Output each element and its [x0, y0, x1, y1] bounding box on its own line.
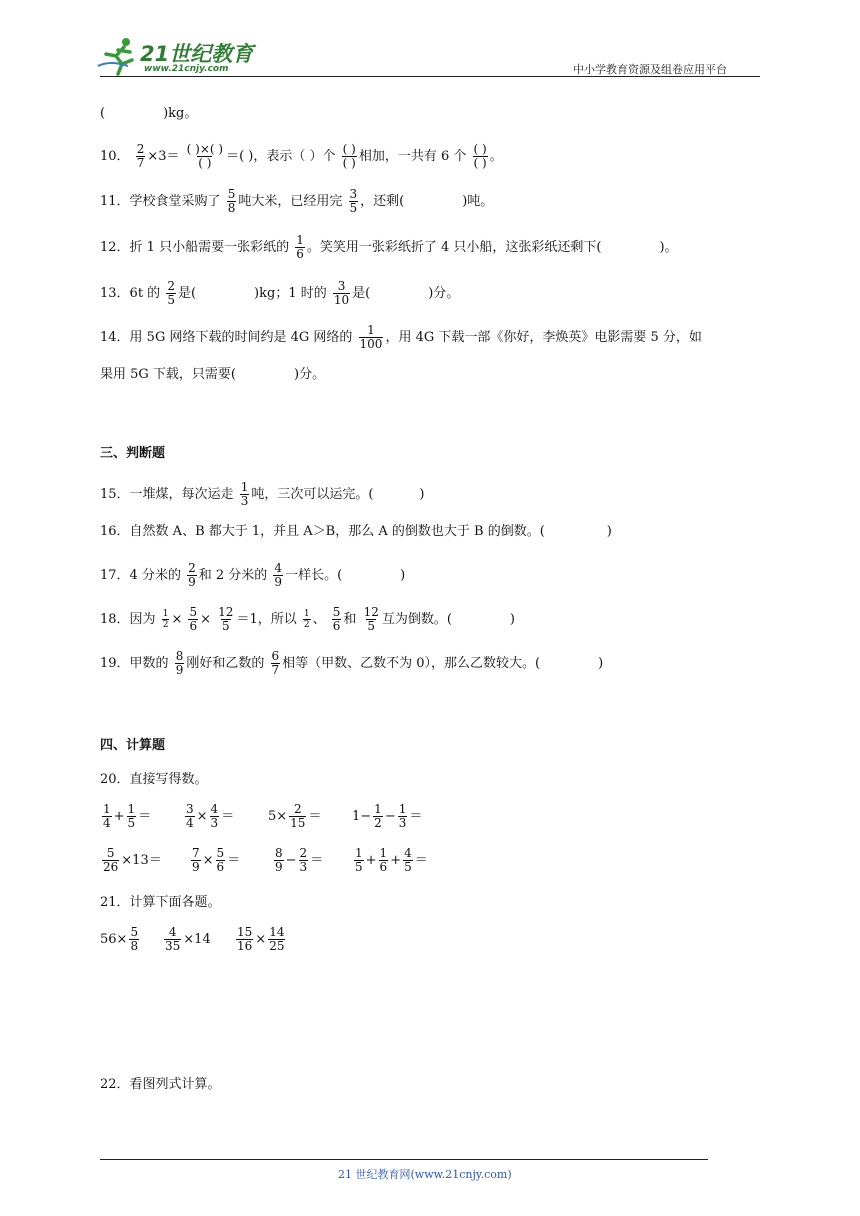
fraction: $\frac{5}{6}$ [189, 605, 198, 633]
question-19: 19．甲数的 $\frac{8}{9}$ 刚好和乙数的 $\frac{6}{7}$ 相等（甲数、乙数不为 0），那么乙数较大。( ) [100, 649, 604, 677]
fraction: $\frac{3}{5}$ [349, 187, 358, 215]
question-14: 14．用 5G 网络下载的时间约是 4G 网络的 $\frac{1}{100}$ ，用 4G 下载一部《你好，李焕英》电影需要 5 分，如 [100, 323, 702, 351]
question-22: 22．看图列式计算。 [100, 1077, 221, 1092]
question-20-title: 20．直接写得数。 [100, 772, 208, 787]
header-rule [100, 76, 760, 77]
question-17: 17．4 分米的 $\frac{2}{9}$ 和 2 分米的 $\frac{4}{9}$ 一样长。( ) [100, 561, 406, 589]
footer-text[interactable]: 21 世纪教育网(www.21cnjy.com) [338, 1168, 512, 1181]
logo-url: www.21cnjy.com [144, 64, 229, 74]
q20-row2-expr1: $\frac{5}{26}$ ×13＝ [103, 846, 162, 874]
q20-row2-expr2: $\frac{7}{9}$ × $\frac{5}{6}$ ＝ [192, 846, 241, 874]
q20-row2-expr3: $\frac{8}{9}$ − $\frac{2}{3}$ ＝ [275, 846, 324, 874]
q21-expr2: $\frac{4}{35}$ ×14 [165, 925, 211, 953]
q20-row1-expr3: 5× $\frac{2}{15}$ ＝ [268, 802, 322, 830]
fraction: $\frac{5}{8}$ [227, 187, 236, 215]
section-title-judgement: 三、判断题 [100, 446, 166, 461]
question-13: 13．6t 的 $\frac{2}{5}$ 是( )kg；1 时的 $\frac{3}{10}$ 是( )分。 [100, 279, 460, 307]
fraction: $\frac{1}{100}$ [359, 323, 383, 351]
fraction: $\frac{1}{6}$ [296, 233, 304, 261]
fraction: $\frac{1}{2}$ [162, 609, 169, 630]
runner-logo-icon [96, 36, 140, 76]
question-15: 15．一堆煤，每次运走 $\frac{1}{3}$ 吨，三次可以运完。( ) [100, 480, 425, 508]
fraction: $\frac{5}{6}$ [332, 605, 341, 633]
section-title-calculation: 四、计算题 [100, 738, 166, 753]
q20-row1-expr1: $\frac{1}{4}$ + $\frac{1}{5}$ ＝ [103, 802, 152, 830]
fraction: $\frac{( )}{( )}$ [342, 142, 356, 170]
fraction: $\frac{12}{5}$ [363, 605, 379, 633]
question-10: 10． $\frac{2}{7}$ ×3＝ $\frac{( )\times( )}{( )}$ ＝( )，表示（ ）个 $\frac{( )}{( )}$ 相加，一共有 6 个 $\frac{( )}{( )}$ 。 [100, 142, 503, 170]
q20-row1-expr2: $\frac{3}{4}$ × $\frac{4}{3}$ ＝ [186, 802, 235, 830]
logo [96, 36, 256, 80]
q21-expr1: 56× $\frac{5}{8}$ [100, 925, 139, 953]
q20-row2-expr4: $\frac{1}{5}$ + $\frac{1}{6}$ + $\frac{4}{5}$ ＝ [355, 846, 428, 874]
question-9-tail: ( )kg。 [100, 106, 198, 121]
q20-row1-expr4: 1− $\frac{1}{2}$ − $\frac{1}{3}$ ＝ [352, 802, 423, 830]
logo-text: 21世纪教育 [140, 42, 254, 66]
fraction: $\frac{6}{7}$ [271, 649, 280, 677]
fraction: $\frac{2}{7}$ [136, 142, 145, 170]
fraction: $\frac{( )}{( )}$ [473, 142, 487, 170]
question-21-title: 21．计算下面各题。 [100, 895, 221, 910]
fraction: $\frac{1}{2}$ [303, 609, 310, 630]
fraction: $\frac{4}{9}$ [274, 561, 283, 589]
header-right-text: 中小学教育资源及组卷应用平台 [573, 63, 727, 76]
question-16: 16．自然数 A、B 都大于 1，并且 A＞B，那么 A 的倒数也大于 B 的倒数。( ) [100, 524, 612, 539]
fraction: $\frac{1}{3}$ [240, 480, 249, 508]
fraction: $\frac{( )\times( )}{( )}$ [186, 142, 224, 170]
footer-rule [100, 1159, 708, 1160]
question-11: 11．学校食堂采购了 $\frac{5}{8}$ 吨大米，已经用完 $\frac{3}{5}$ ，还剩( )吨。 [100, 187, 494, 215]
question-12: 12．折 1 只小船需要一张彩纸的 $\frac{1}{6}$ 。笑笑用一张彩纸折了 4 只小船，这张彩纸还剩下( )。 [100, 233, 678, 261]
fraction: $\frac{2}{5}$ [167, 279, 175, 307]
question-14-line2: 果用 5G 下载，只需要( )分。 [100, 367, 326, 382]
q21-expr3: $\frac{15}{16}$ × $\frac{14}{25}$ [237, 925, 285, 953]
question-18: 18．因为 $\frac{1}{2}$ × $\frac{5}{6}$ × $\frac{12}{5}$ ＝1，所以 $\frac{1}{2}$ 、 $\frac{5}{6}$ 和 $\frac{12}{5}$ 互为倒数。( ) [100, 605, 515, 633]
fraction: $\frac{12}{5}$ [218, 605, 234, 633]
fraction: $\frac{3}{10}$ [333, 279, 350, 307]
fraction: $\frac{8}{9}$ [175, 649, 184, 677]
fraction: $\frac{2}{9}$ [188, 561, 196, 589]
